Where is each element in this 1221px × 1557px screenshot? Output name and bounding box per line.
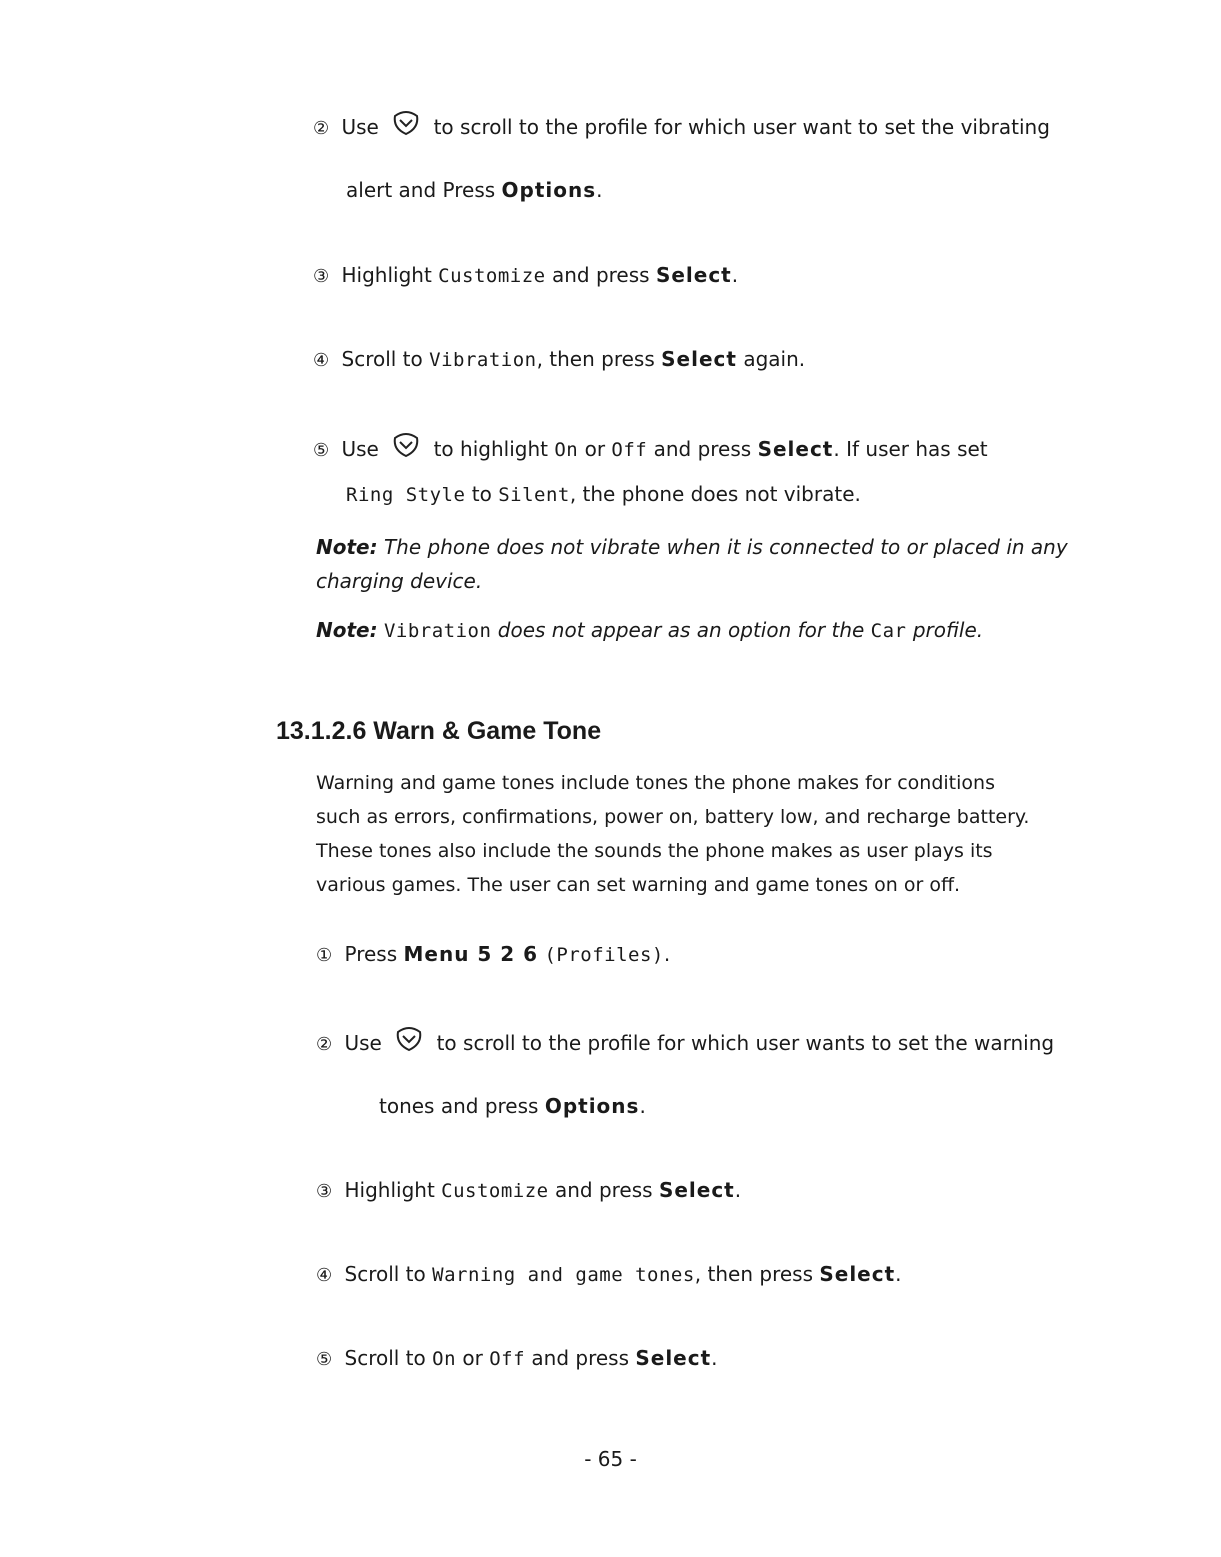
step-number: ②: [313, 118, 330, 139]
step-text: Press: [344, 942, 398, 966]
step-5-line: [316, 1346, 718, 1372]
note-text: charging device.: [316, 569, 483, 593]
step-text: .: [734, 1178, 742, 1202]
step-text: or: [462, 1346, 483, 1370]
page-number: - 65 -: [584, 1447, 637, 1471]
intro-line: various games. The user can set warning and game tones on or off.: [316, 874, 961, 896]
option-on: On: [554, 439, 579, 461]
step-text: .: [711, 1346, 718, 1370]
intro-paragraph: [316, 766, 1029, 902]
step-3-line: [316, 1178, 741, 1204]
select-key-label: Select: [655, 263, 732, 287]
step-text: Use: [341, 437, 379, 461]
step-2-continuation: [379, 1094, 646, 1118]
step-text: Use: [341, 115, 379, 139]
menu-item-name: Vibration: [383, 620, 492, 642]
step-text: and press: [531, 1346, 629, 1370]
step-text: again.: [743, 347, 806, 371]
step-text: Scroll to: [341, 347, 423, 371]
scroll-down-key-icon: [394, 1026, 424, 1052]
note-2: [316, 618, 983, 643]
step-text: .: [596, 178, 603, 202]
note-1: [316, 535, 1068, 559]
step-2-line: [313, 110, 1050, 141]
intro-line: These tones also include the sounds the phone makes as user plays its: [316, 840, 993, 862]
step-number: ④: [316, 1265, 333, 1286]
step-4-line: [313, 347, 805, 373]
options-key-label: Options: [544, 1094, 640, 1118]
step-text: or: [584, 437, 606, 461]
option-off: Off: [489, 1348, 526, 1370]
step-number: ⑤: [316, 1349, 333, 1370]
option-off: Off: [611, 439, 648, 461]
step-text: alert and Press: [346, 178, 496, 202]
step-text: .: [731, 263, 739, 287]
step-text: , the phone does not vibrate.: [569, 482, 861, 506]
step-5-line: [313, 432, 988, 463]
step-3-line: [313, 263, 738, 289]
step-number: ②: [316, 1034, 333, 1055]
step-text: .: [895, 1262, 902, 1286]
option-on: On: [432, 1348, 457, 1370]
intro-line: such as errors, confirmations, power on, battery low, and recharge battery.: [316, 806, 1030, 828]
profile-name: Car: [870, 620, 907, 642]
options-key-label: Options: [501, 178, 597, 202]
step-text: Scroll to: [344, 1262, 426, 1286]
step-1-line: [316, 942, 670, 968]
menu-item-name: Customize: [438, 265, 546, 287]
step-text: tones and press: [379, 1094, 539, 1118]
step-text: to scroll to the profile for which user want to set the vibrating: [433, 115, 1050, 139]
step-text: and press: [554, 1178, 653, 1202]
menu-item-name: Warning and game tones: [432, 1264, 695, 1286]
note-text: profile.: [912, 618, 984, 642]
step-text: and press: [551, 263, 650, 287]
menu-item-name: Customize: [441, 1180, 549, 1202]
step-4-line: [316, 1262, 902, 1288]
menu-item-name: Silent: [498, 484, 570, 506]
select-key-label: Select: [757, 437, 834, 461]
step-text: , then press: [536, 347, 655, 371]
step-text: . If user has set: [833, 437, 988, 461]
select-key-label: Select: [819, 1262, 896, 1286]
step-text: .: [639, 1094, 646, 1118]
select-key-label: Select: [635, 1346, 712, 1370]
section-heading: 13.1.2.6 Warn & Game Tone: [276, 717, 602, 745]
select-key-label: Select: [658, 1178, 735, 1202]
step-2-continuation: [346, 178, 603, 202]
step-text: to scroll to the profile for which user wants to set the warning: [436, 1031, 1055, 1055]
step-text: and press: [653, 437, 752, 461]
intro-line: Warning and game tones include tones the phone makes for conditions: [316, 772, 995, 794]
scroll-down-key-icon: [391, 432, 421, 458]
note-text: The phone does not vibrate when it is connected to or placed in any: [383, 535, 1068, 559]
note-label: Note:: [316, 618, 378, 642]
step-text: Highlight: [344, 1178, 435, 1202]
step-number: ④: [313, 350, 330, 371]
step-number: ⑤: [313, 440, 330, 461]
select-key-label: Select: [661, 347, 737, 371]
step-text: to: [471, 482, 492, 506]
step-text: to highlight: [433, 437, 548, 461]
step-text: Highlight: [341, 263, 432, 287]
step-text: Use: [344, 1031, 382, 1055]
scroll-down-key-icon: [391, 110, 421, 136]
menu-key-sequence: Menu 5 2 6: [403, 942, 539, 966]
step-5-continuation: [346, 482, 861, 507]
menu-item-name: Ring Style: [346, 484, 466, 506]
step-number: ①: [316, 945, 333, 966]
step-number: ③: [313, 266, 330, 287]
menu-item-name: Vibration: [429, 349, 537, 371]
step-2-line: [316, 1026, 1054, 1057]
step-number: ③: [316, 1181, 333, 1202]
step-text: , then press: [694, 1262, 813, 1286]
note-text: does not appear as an option for the: [497, 618, 865, 642]
step-text: .: [663, 942, 671, 966]
step-text: Scroll to: [344, 1346, 426, 1370]
menu-item-name: (Profiles): [544, 944, 664, 966]
note-label: Note:: [316, 535, 378, 559]
note-1-continuation: [316, 569, 482, 593]
